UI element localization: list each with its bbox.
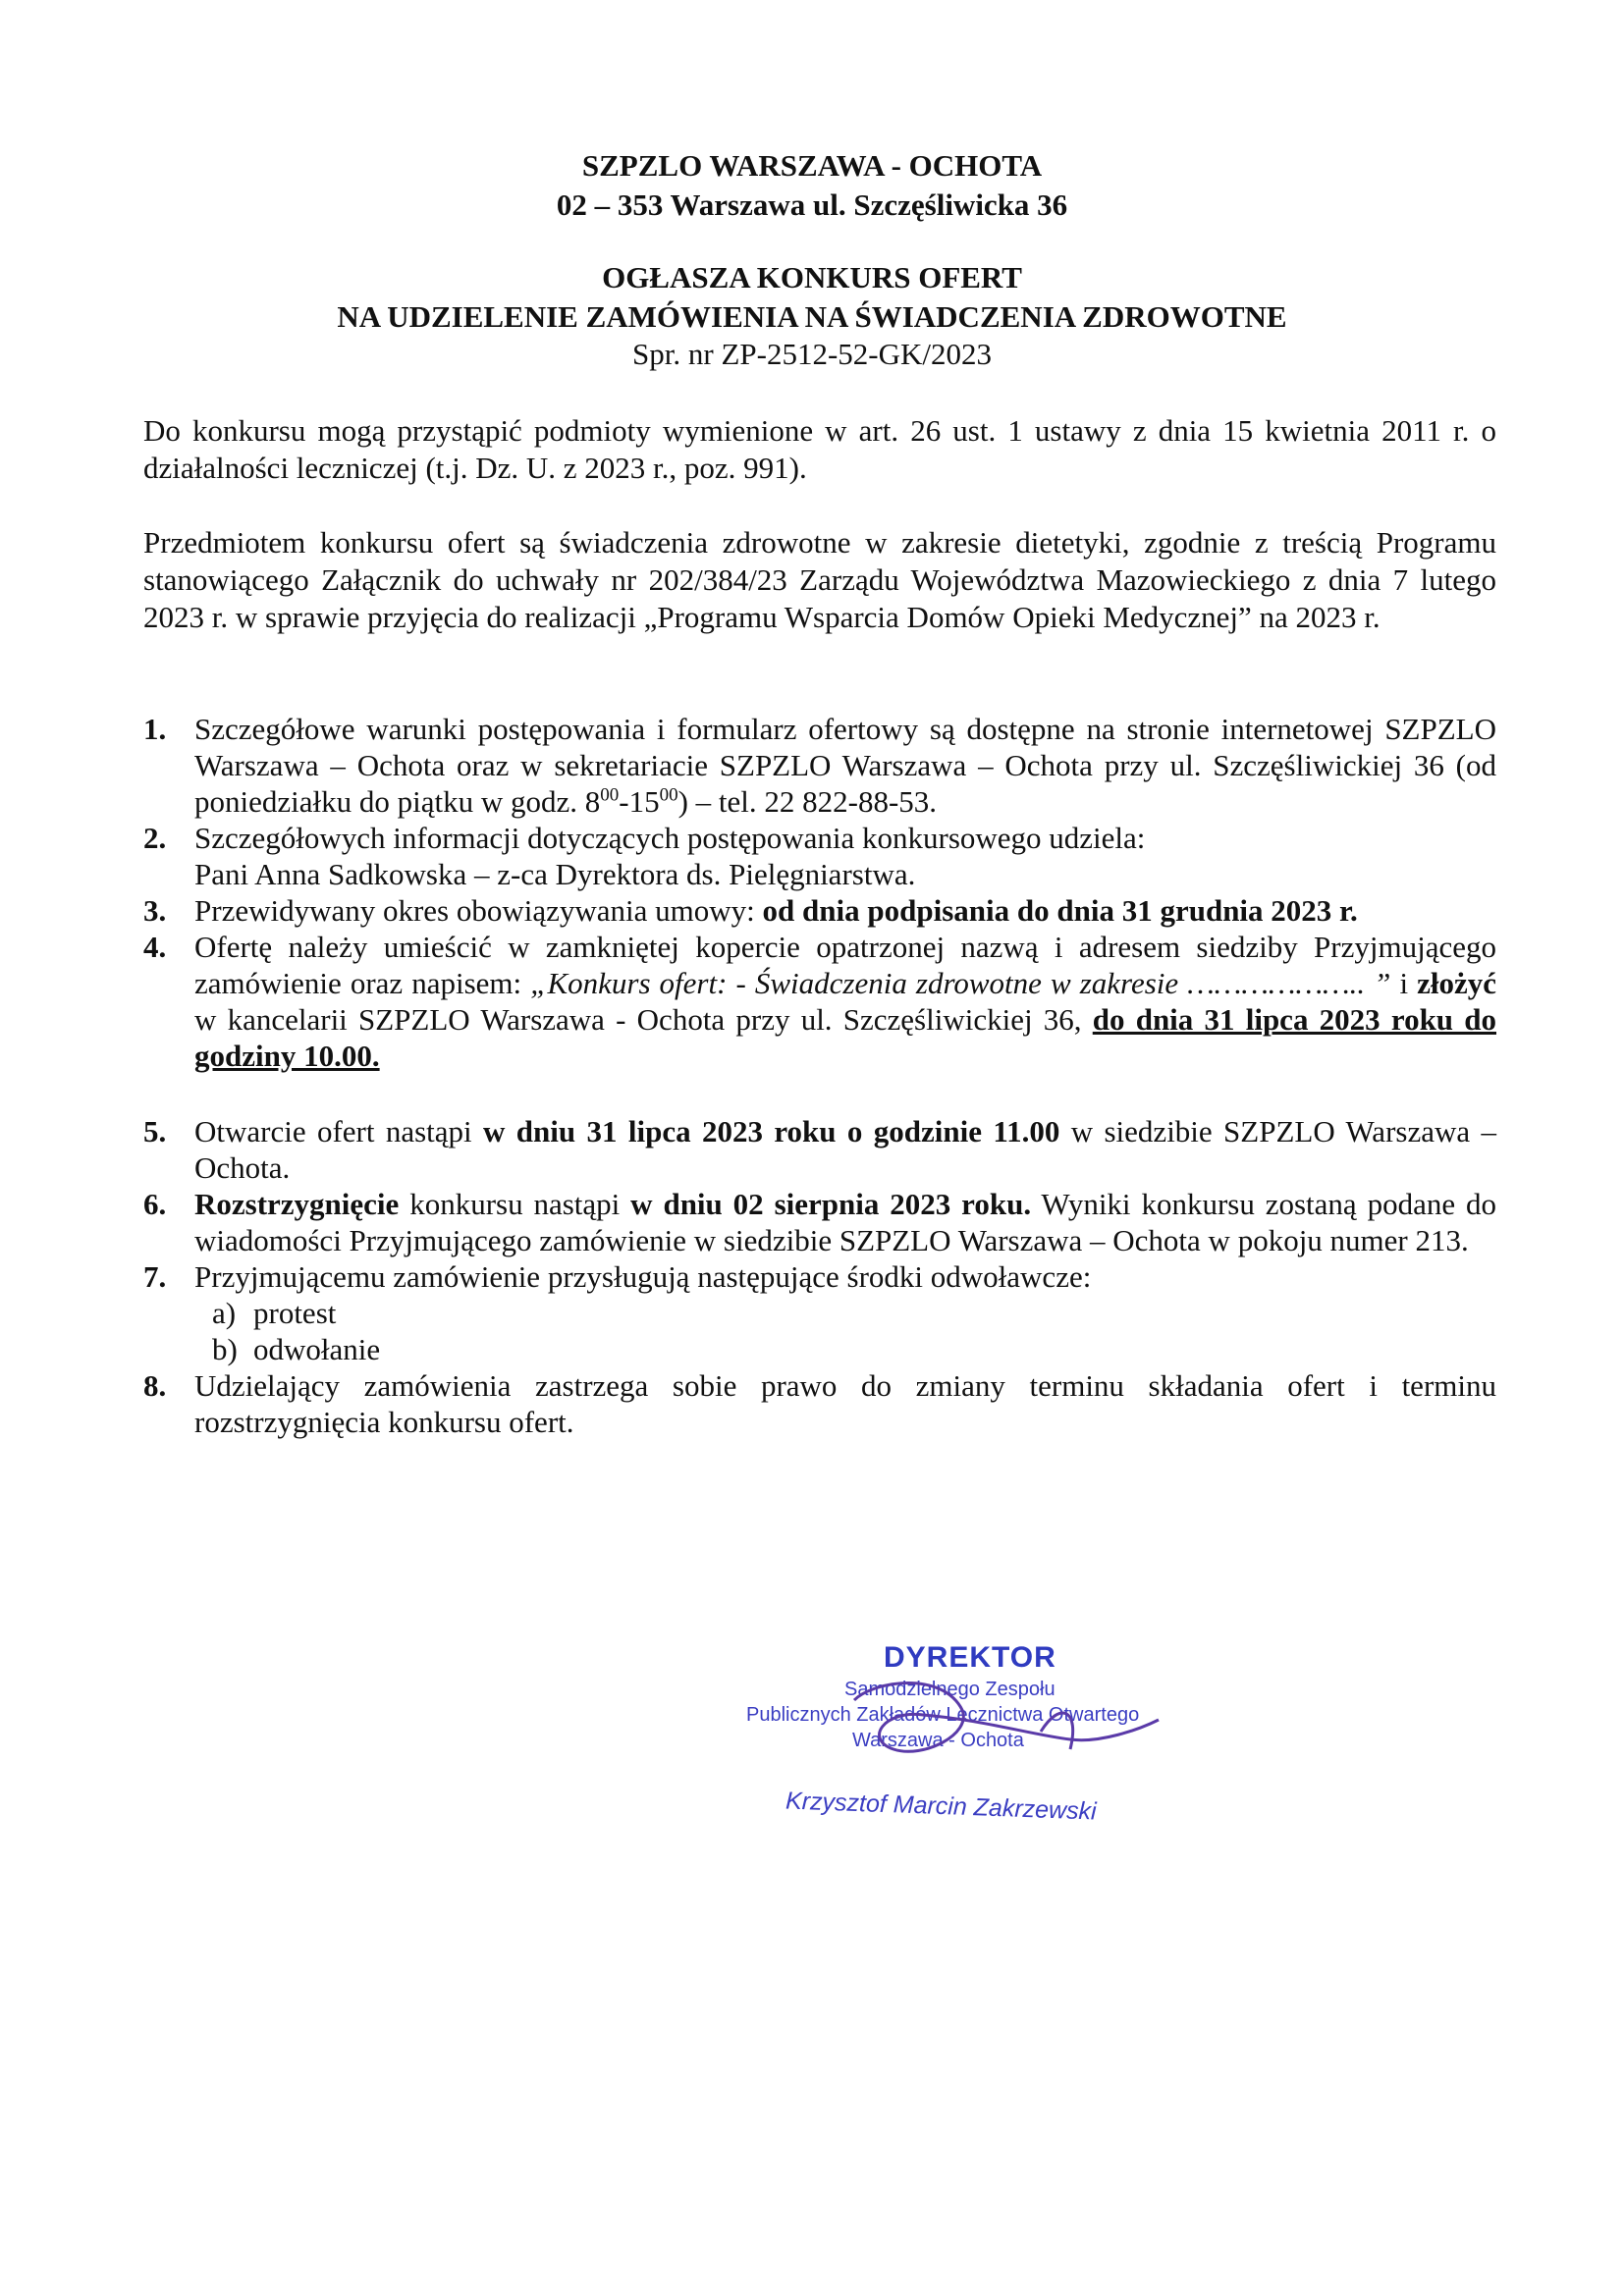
contract-period: od dnia podpisania do dnia 31 grudnia 2023 r.: [762, 893, 1358, 928]
reference-number: Spr. nr ZP-2512-52-GK/2023: [632, 337, 992, 371]
item-number: 5.: [143, 1114, 167, 1148]
list-item-4: [143, 929, 1496, 1074]
resolution-date: w dniu 02 sierpnia 2023 roku.: [630, 1187, 1032, 1221]
item-text: Otwarcie ofert nastąpi: [194, 1114, 484, 1148]
stamp-line-2: Publicznych Zakładów Lecznictwa Otwartego: [746, 1704, 1140, 1726]
item-number: 6.: [143, 1187, 167, 1221]
announcement-title: OGŁASZA KONKURS OFERT: [602, 260, 1022, 294]
list-item-8: [143, 1367, 1496, 1440]
item-number: 4.: [143, 930, 167, 964]
list-item-7: [143, 1258, 1496, 1367]
item-number: 3.: [143, 893, 167, 928]
item-text: Przyjmującemu zamówienie przysługują następujące środki odwoławcze:: [194, 1259, 1092, 1294]
stamp-line-3: Warszawa - Ochota: [852, 1730, 1024, 1751]
contact-person: Pani Anna Sadkowska – z-ca Dyrektora ds. Pielęgniarstwa.: [194, 857, 916, 891]
submission-deadline: do dnia 31 lipca 2023 roku do godziny 10.00.: [194, 1002, 1496, 1073]
envelope-caption: „Konkurs ofert: - Świadczenia zdrowotne w zakresie ……………….. ”: [530, 966, 1391, 1000]
item-text: konkursu nastąpi: [399, 1187, 631, 1221]
item-number: 8.: [143, 1368, 167, 1403]
list-item-6: [143, 1186, 1496, 1258]
org-name: SZPZLO WARSZAWA - OCHOTA: [581, 148, 1043, 183]
submit-word: złożyć: [1417, 966, 1497, 1000]
item-text: Szczegółowych informacji dotyczących postępowania konkursowego udziela:: [194, 821, 1146, 855]
sub-item-text: odwołanie: [253, 1332, 381, 1366]
subject-paragraph: Przedmiotem konkursu ofert są świadczenia zdrowotne w zakresie dietetyki, zgodnie z treścią Programu stanowiącego Załącznik do uchwały nr 202/384/23 Zarządu Województwa Mazowieckiego z dnia 7 lutego 2023 r. w sprawie przyjęcia do realizacji „Programu Wsparcia Domów Opieki Medycznej” na 2023 r.: [143, 525, 1496, 634]
intro-paragraph: Do konkursu mogą przystąpić podmioty wymienione w art. 26 ust. 1 ustawy z dnia 15 kwietnia 2011 r. o działalności leczniczej (t.j. Dz. U. z 2023 r., poz. 991).: [143, 413, 1496, 485]
sub-item-letter: b): [212, 1332, 238, 1366]
list-item-2: [143, 820, 1496, 892]
resolution-word: Rozstrzygnięcie: [194, 1187, 400, 1221]
stamp-title: DYREKTOR: [884, 1641, 1056, 1674]
opening-date: w dniu 31 lipca 2023 roku o godzinie 11.00: [483, 1114, 1060, 1148]
sub-item-letter: a): [212, 1296, 237, 1330]
superscript: 00: [659, 784, 678, 806]
superscript: 00: [600, 784, 620, 806]
item-text: ) – tel. 22 822-88-53.: [677, 784, 938, 819]
sub-item-b: [194, 1331, 1496, 1367]
list-item-5: [143, 1113, 1496, 1186]
item-text: Wyniki konkursu zostaną podane do wiadomości Przyjmującego zamówienie w siedzibie SZPZLO Warszawa – Ochota w pokoju numer 213.: [194, 1187, 1496, 1257]
item-text: Ofertę należy umieścić w zamkniętej kopercie opatrzonej nazwą i adresem siedziby Przyjmującego zamówienie oraz napisem:: [194, 930, 1496, 1000]
sub-item-a: [194, 1295, 1496, 1331]
stamp-line-1: Samodzielnego Zespołu: [844, 1679, 1056, 1700]
item-text: i: [1390, 966, 1418, 1000]
list-item-1: [143, 711, 1496, 820]
item-text: w kancelarii SZPZLO Warszawa - Ochota przy ul. Szczęśliwickiej 36,: [194, 1002, 1093, 1037]
item-text: -15: [619, 784, 660, 819]
item-number: 2.: [143, 821, 167, 855]
director-name: Krzysztof Marcin Zakrzewski: [785, 1787, 1098, 1826]
item-text: Szczegółowe warunki postępowania i formularz ofertowy są dostępne na stronie internetowej SZPZLO Warszawa – Ochota oraz w sekretariacie SZPZLO Warszawa – Ochota przy ul. Szczęśliwickiej 36 (od poniedziałku do piątku w godz. 8: [194, 712, 1496, 819]
item-number: 1.: [143, 712, 167, 746]
item-text: Udzielający zamówienia zastrzega sobie prawo do zmiany terminu składania ofert i terminu rozstrzygnięcia konkursu ofert.: [194, 1368, 1496, 1439]
conditions-list: [143, 711, 1496, 1440]
sub-item-text: protest: [253, 1296, 337, 1330]
announcement-subtitle: NA UDZIELENIE ZAMÓWIENIA NA ŚWIADCZENIA ZDROWOTNE: [337, 299, 1287, 334]
list-item-3: [143, 892, 1496, 929]
item-text: w siedzibie SZPZLO Warszawa – Ochota.: [194, 1114, 1496, 1185]
item-number: 7.: [143, 1259, 167, 1294]
item-text: Przewidywany okres obowiązywania umowy:: [194, 893, 763, 928]
org-address: 02 – 353 Warszawa ul. Szczęśliwicka 36: [556, 187, 1068, 222]
